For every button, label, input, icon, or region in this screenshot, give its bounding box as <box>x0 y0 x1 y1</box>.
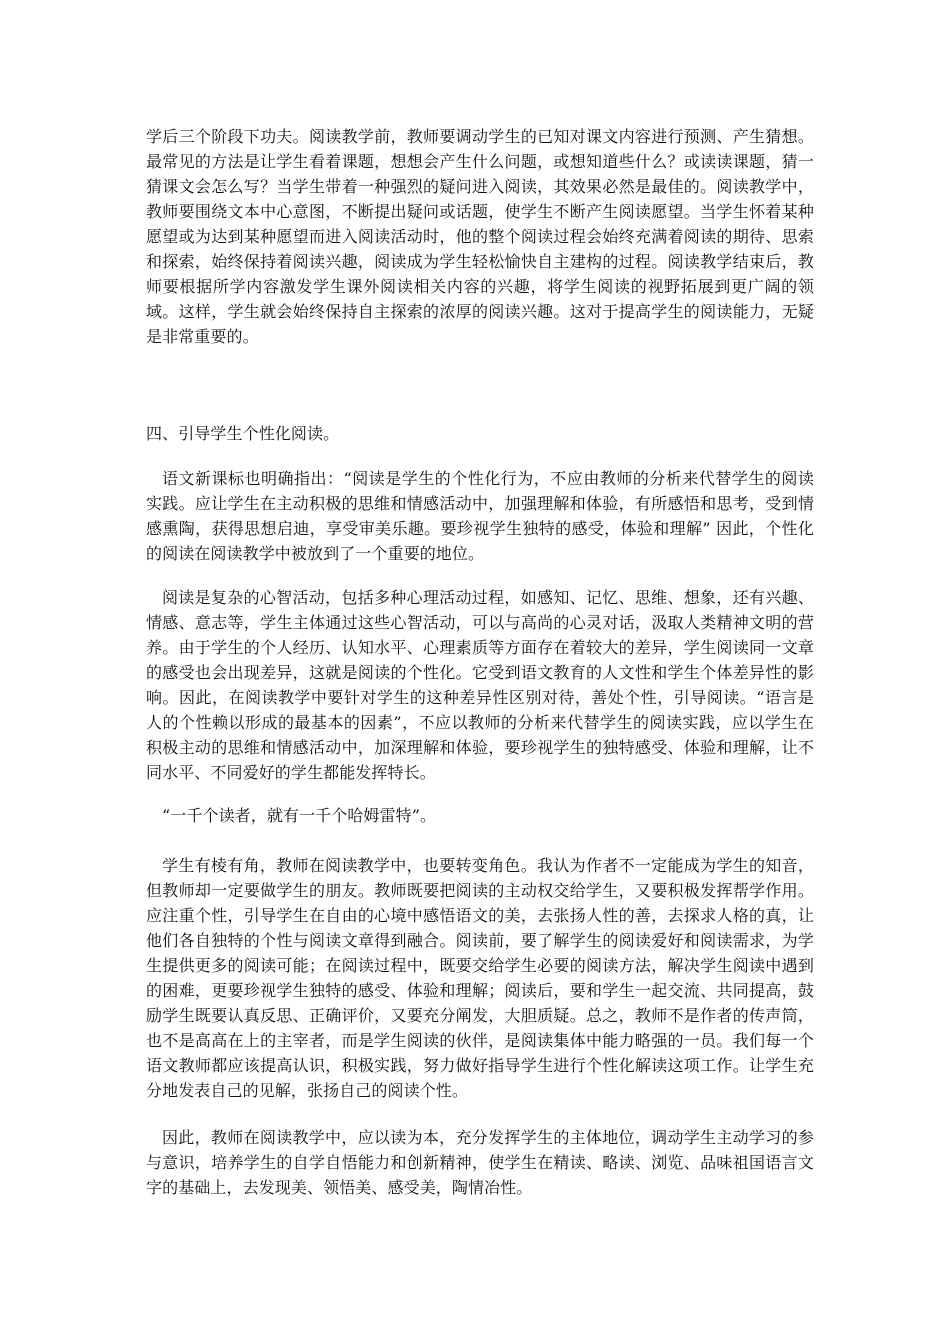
section-heading <box>146 421 814 446</box>
paragraph-text: 因此，教师在阅读教学中，应以读为本，充分发挥学生的主体地位，调动学生主动学习的参与意识，培养学生的自学自悟能力和创新精神，使学生在精读、略读、浏览、品味祖国语言文字的基础上，去发现美、领悟美、感受美，陶情冶性。 <box>146 1128 814 1197</box>
quote-paragraph <box>146 803 814 828</box>
body-paragraph <box>146 853 814 1103</box>
paragraph-text: 学生有棱有角，教师在阅读教学中，也要转变角色。我认为作者不一定能成为学生的知音，但教师却一定要做学生的朋友。教师既要把阅读的主动权交给学生，又要积极发挥帮学作用。应注重个性，引导学生在自由的心境中感悟语文的美，去张扬人性的善，去探求人格的真，让他们各自独特的个性与阅读文章得到融合。阅读前，要了解学生的阅读爱好和阅读需求，为学生提供更多的阅读可能；在阅读过程中，既要交给学生必要的阅读方法，解决学生阅读中遇到的困难，更要珍视学生独特的感受、体验和理解；阅读后，要和学生一起交流、共同提高，鼓励学生既要认真反思、正确评价，又要充分阐发，大胆质疑。总之，教师不是作者的传声筒，也不是高高在上的主宰者，而是学生阅读的伙伴，是阅读集体中能力略强的一员。我们每一个语文教师都应该提高认识，积极实践，努力做好指导学生进行个性化解读这项工作。让学生充分地发表自己的见解，张扬自己的阅读个性。 <box>146 856 814 1100</box>
quote-text: “一千个读者，就有一千个哈姆雷特”。 <box>162 806 437 825</box>
paragraph-text: 阅读是复杂的心智活动，包括多种心理活动过程，如感知、记忆、思维、想象，还有兴趣、情感、意志等，学生主体通过这些心智活动，可以与高尚的心灵对话，汲取人类精神文明的营养。由于学生的个人经历、认知水平、心理素质等方面存在着较大的差异，学生阅读同一文章的感受也会出现差异，这就是阅读的个性化。它受到语文教育的人文性和学生个体差异性的影响。因此，在阅读教学中要针对学生的这种差异性区别对待，善处个性，引导阅读。“语言是人的个性赖以形成的最基本的因素”，不应以教师的分析来代替学生的阅读实践，应以学生在积极主动的思维和情感活动中，加深理解和体验，要珍视学生的独特感受、体验和理解，让不同水平、不同爱好的学生都能发挥特长。 <box>146 588 814 782</box>
section-heading-text: 四、引导学生个性化阅读。 <box>146 424 340 443</box>
paragraph-text: 学后三个阶段下功夫。阅读教学前，教师要调动学生的已知对课文内容进行预测、产生猜想。最常见的方法是让学生看着课题，想想会产生什么问题，或想知道些什么？或读读课题，猜一猜课文会怎么写？当学生带着一种强烈的疑问进入阅读，其效果必然是最佳的。阅读教学中，教师要围绕文本中心意图，不断提出疑问或话题，使学生不断产生阅读愿望。当学生怀着某种愿望或为达到某种愿望而进入阅读活动时，他的整个阅读过程会始终充满着阅读的期待、思索和探索，始终保持着阅读兴趣，阅读成为学生轻松愉快自主建构的过程。阅读教学结束后，教师要根据所学内容激发学生课外阅读相关内容的兴趣，将学生阅读的视野拓展到更广阔的领域。这样，学生就会始终保持自主探索的浓厚的阅读兴趣。这对于提高学生的阅读能力，无疑是非常重要的。 <box>146 127 814 346</box>
body-paragraph <box>146 585 814 785</box>
body-paragraph <box>146 466 814 566</box>
body-paragraph <box>146 124 814 349</box>
body-paragraph <box>146 1125 814 1200</box>
paragraph-text: 语文新课标也明确指出：“阅读是学生的个性化行为，不应由教师的分析来代替学生的阅读实践。应让学生在主动积极的思维和情感活动中，加强理解和体验，有所感悟和思考，受到情感熏陶，获得思想启迪，享受审美乐趣。要珍视学生独特的感受，体验和理解” 因此，个性化的阅读在阅读教学中被放到了一个重要的地位。 <box>146 469 814 563</box>
